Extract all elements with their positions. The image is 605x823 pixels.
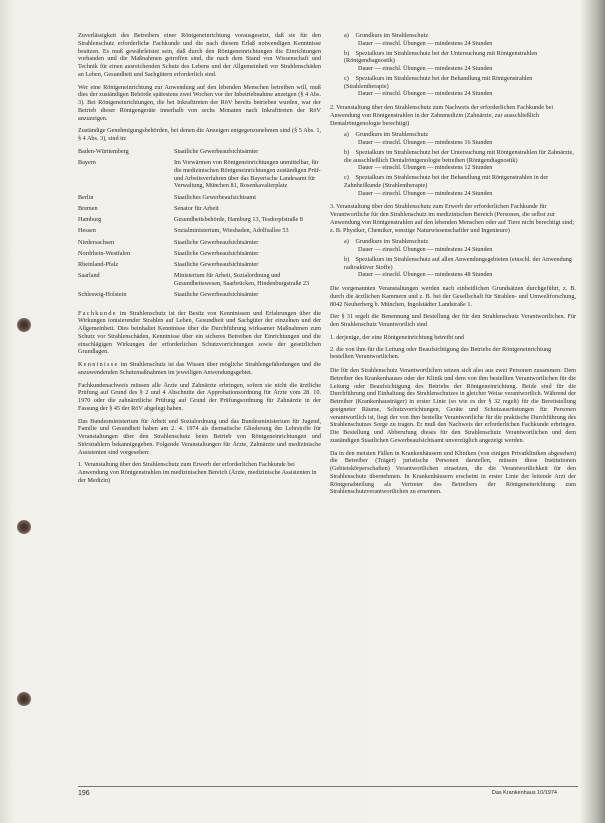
item-number: 2. [330,345,335,353]
item-text: Grundkurs im Strahlenschutz [355,238,429,246]
item-text: Spezialkurs im Strahlenschutz bei der Untersuchung mit Röntgenstrahlen (Röntgendiagnostik) [344,49,538,65]
item-duration: Dauer — einschl. Übungen — mindestens 24 Stunden [358,246,493,253]
item-text: Spezialkurs im Strahlenschutz auf allen Anwendungsgebieten (einschl. der Anwendung radioaktiver Stoffe) [344,255,572,271]
table-row [78,216,321,227]
punch-hole [17,692,31,706]
state-name: Hessen [78,227,96,235]
authority-name: Staatliche Gewerbeaufsichtsämter [174,238,259,246]
state-name: Berlin [78,193,94,201]
item-text: Spezialkurs im Strahlenschutz bei der Behandlung mit Röntgenstrahlen in der Zahnheilkunde (Strahlentherapie) [344,174,549,189]
table-row [78,291,321,302]
state-name: Rheinland-Pfalz [78,261,119,268]
state-name: Nordrhein-Westfalen [78,249,131,257]
item-number: 2. [330,104,335,111]
authority-name: Staatliche Gewerbeaufsichtsämter [174,261,259,268]
item-label: c) [344,74,349,82]
paragraph [78,382,321,413]
paragraph-text: im Strahlenschutz ist der Besitz von Kenntnissen und Erfahrungen über die Wirkungen ionisierender Strahlen auf Leben, Gesundheit und Sachgüter der einzelnen und der Allgemeinheit. Dies beinhaltet Kenntnisse über die Durchführung wirksamer Maßnahmen zum Schutz vor Strahlenschäden, Kenntnisse über ein sicheres Betreiben der Einrichtungen und die einschlägigen Wirkungen der erforderlichen Schutzvorrichtungen sowie der gesetzlichen Grundlagen. [78,309,321,356]
authority-name: Staatliche Gewerbeaufsichtsämter [174,249,259,257]
item-label: b) [344,148,350,156]
page-number: 196 [78,790,90,797]
item-label: b) [344,49,350,57]
paragraph-text: Fachkundenachweis müssen alle Ärzte und Zahnärzte erbringen, sofern sie nicht die ärztliche Prüfung auf Grund des § 2 und 4 Abschnitte der Approbationsordnung für Ärzte vom 28. 10. 1970 oder die zahnärztliche Prüfung auf Grund der Prüfungsordnung für Zahnärzte in der Fassung der § 45 der RöV abgelegt haben. [78,381,321,412]
item-duration: Dauer — einschl. Übungen — mindestens 24 Stunden [358,39,493,47]
table-row [78,205,321,216]
paragraph: Der § 31 regelt die Benennung und Bestellung der für den Strahlenschutz Verantwortlichen. Für den Strahlenschutz Verantwortlich sind [330,313,576,328]
state-name: Baden-Württemberg [78,147,129,155]
item-duration: Dauer — einschl. Übungen — mindestens 24 Stunden [358,189,493,197]
authority-name: Senator für Arbeit [174,204,219,212]
item-text: Grundkurs im Strahlenschutz [355,131,429,139]
authority-name: Staatliche Gewerbeaufsichtsämter [174,291,259,299]
table-row [78,148,321,159]
state-name: Hamburg [78,216,102,223]
item-duration: Dauer — einschl. Übungen — mindestens 16 Stunden [358,139,493,146]
table-row [78,272,321,291]
course-item [330,50,576,73]
item-text: derjenige, der eine Röntgeneinrichtung betreibt und [336,333,465,341]
item-label: b) [344,255,350,263]
item-text: Spezialkurs im Strahlenschutz bei der Untersuchung mit Röntgenstrahlen für Zahnärzte, die ausschließlich Dentalröntgenologie betreiben (Röntgendiagnostik) [344,148,574,164]
authority-name: Im Vorwärmen von Röntgeneinrichtungen unmittelbar, für die medizinischen Röntgeneinrichtungen zuständigen Prüf- und Arbeitsverfahren über das Bayerische Landesamt für Verwaltung, München 81, Rosenkavalierplatz [174,159,321,190]
table-row [78,159,321,194]
paragraph [78,310,321,357]
numbered-item [330,334,576,342]
left-column [78,32,321,489]
numbered-item [330,346,576,362]
course-item [330,174,576,197]
authorities-table [78,148,321,303]
item-duration: Dauer — einschl. Übungen — mindestens 24 Stunden [358,65,493,72]
authority-name: Ministerium für Arbeit, Sozialordnung und Gesundheitswesen, Saarbrücken, Hindenburgstraße 23 [174,272,310,287]
course-item [330,75,576,98]
authority-name: Sozialministerium, Wiesbaden, Adolfsallee 53 [174,227,289,235]
item-number: 1. [78,461,83,469]
punch-hole [17,318,31,332]
paragraph-text: im Strahlenschutz ist das Wissen über mögliche Strahlengefährdungen und die anzuwendenden Schutzmaßnahmen im jeweiligen Anwendungsgebiet. [78,361,321,376]
item-duration: Dauer — einschl. Übungen — mindestens 24 Stunden [358,90,493,98]
paragraph: Zuverlässigkeit des Betreibers einer Röntgeneinrichtung vorausgesetzt, daß sie für den Strahlenschutz erforderliche Fachkunde und die nach diesem Erlaß notwendigen Kenntnisse besitzen. Es muß gewährleistet sein, daß durch den Röntgeneinrichtungen die Einrichtungen vorhanden und die Maßnahmen getroffen sind, die nach dem Stand von Wissenschaft und Technik für einen ausreichenden Schutz des Lebens und der Allgemeinheit vor Strahlenschäden an Leben, Gesundheit und Sachgütern erforderlich sind. [78,32,321,78]
course-item [330,131,576,147]
table-row [78,194,321,205]
item-duration: Dauer — einschl. Übungen — mindestens 48 Stunden [358,271,493,279]
course-item [330,238,576,254]
footer-rule [78,786,578,787]
item-label: c) [344,174,349,181]
punch-hole [17,520,31,534]
item-duration: Dauer — einschl. Übungen — mindestens 12 Stunden [358,164,493,172]
course-item [330,32,576,48]
paragraph-text: Das Bundesministerium für Arbeit und Sozialordnung und das Bundesministerium für Jugend, Familie und Gesundheit haben am 2. 4. 1974 als thematische Gliederung der Lehrstoffe für Veranstaltungen über den Strahlenschutz beim Betrieb von Röntgeneinrichtungen und Störstrahlern bekanntgegeben. Folgende Veranstaltungen für Ärzte, Zahnärzte und medizinische Assistenten sind vorgesehen: [78,417,321,456]
paragraph: Die vorgenannten Veranstaltungen werden nach einheitlichen Grundsätzen durchgeführt, z. B. durch die ärztlichen Kammern und z. B. bei der Gesellschaft für Strahlen- und Umweltforschung, 8042 Neuherberg b. München, Ingolstädter Landstraße 1. [330,285,576,308]
term-lead: Fachkunde [78,309,117,317]
course-item [330,149,576,172]
item-text: Spezialkurs im Strahlenschutz bei der Behandlung mit Röntgenstrahlen (Strahlentherapie) [344,74,533,90]
table-row [78,261,321,272]
item-text: Veranstaltung über den Strahlenschutz zum Nachweis der erforderlichen Fachkunde bei Anwendung von Röntgenstrahlen in der Zahnmedizin (Zahnärzte, zur ausschließlich Dentalröntgenologie berechtigt) [330,104,554,127]
item-text: Grundkurs im Strahlenschutz [355,32,429,39]
item-text: die von ihm für die Leitung oder Beaufsichtigung des Betriebs der Röntgeneinrichtung bestellten Verantwortlichen. [330,345,552,361]
paragraph [78,418,321,457]
term-lead: Kenntnisse [78,361,119,368]
paragraph: Zuständige Genehmigungsbehörden, bei denen die Anzeigen entgegenzunehmen sind (§ 5 Abs. 1, § 4 Abs. 3), sind in: [78,127,321,142]
table-row [78,227,321,238]
state-name: Saarland [78,272,100,280]
journal-footer: Das Krankenhaus 10/1974 [491,790,557,796]
item-number: 3. [330,203,335,211]
item-label: a) [344,32,349,39]
numbered-item [78,461,321,484]
table-row [78,239,321,250]
item-text: Veranstaltung über den Strahlenschutz zum Erwerb der erforderlichen Fachkunde bei Anwendung von Röntgenstrahlen im medizinischen Bereich (Ärzte, medizinische Assistenten in der Medizin) [78,461,317,484]
state-name: Bremen [78,204,98,212]
item-number: 1. [330,333,335,341]
state-name: Niedersachsen [78,238,115,246]
paragraph: Die für den Strahlenschutz Verantwortlichen setzen sich also aus zwei Personen zusammen: Dem Betreiber des Krankenhauses oder der Klinik und dem von ihm bestellten Verantwortlichen für die Leitung oder Beaufsichtigung des Betriebs der Röntgeneinrichtung. Beide sind für die Durchführung und Einhaltung des Strahlenschutzes in gleicher Weise verantwortlich. Während der Betreiber (Krankenhausträger) in erster Linie (so wie es der § 32 regelt) für die Bereitstellung geeigneter Räume, Schutzvorrichtungen, Geräte und Schutzausrüstungen für Personen verantwortlich ist, liegt der von ihm bestellte Verantwortliche für die praktische Durchführung des Strahlenschutzes Sorge zu tragen. Er muß den Nachweis der erforderlichen Fachkunde erbringen. Die Bestellung und Abberufung dieses für den Strahlenschutz Verantwortlichen und dem zuständigen Staatlichen Gewerbeaufsichtsamt unverzüglich angezeigt werden. [330,367,576,444]
state-name: Schleswig-Holstein [78,291,127,299]
authority-name: Staatliche Gewerbeaufsichtsämter [174,147,259,155]
right-column [330,32,576,501]
item-label: a) [344,131,349,139]
item-text: Veranstaltung über den Strahlenschutz zum Erwerb der erforderlichen Fachkunde für Verantwortliche für den Strahlenschutz im medizinischen Bereich (Personen, die selbst zur Anwendung von Röntgenstrahlen auf den lebenden Menschen oder auf Tiere nicht berechtigt sind; z. B. Physiker, Chemiker, sonstige Naturwissenschaftler und Ingenieure) [330,203,575,234]
item-label: a) [344,238,349,246]
paragraph: Da in den meisten Fällen in Krankenhäusern und Kliniken (von einigen Privatkliniken abgesehen) die Betreiber (Träger) juristische Personen darstellen, müssen diese Institutionen (Gebietskörperschaften) Verantwortlichen einsetzen, die die Verantwortlichkeit für den Strahlenschutz übernehmen. In Krankenhäusern erscheint in erster Linie der leitende Arzt der Röntgenabteilung als Vertreter des Betreibers der Röntgeneinrichtung zum Strahlenschutzverantwortlichen zu ernennen. [330,449,576,496]
paragraph [78,361,321,377]
numbered-item [330,203,576,234]
authority-name: Staatliches Gewerbeaufsichtsamt [174,193,256,201]
table-row [78,250,321,261]
numbered-item [330,104,576,127]
state-name: Bayern [78,159,96,166]
paragraph: Wer eine Röntgeneinrichtung zur Anwendung auf den lebenden Menschen betreiben will, muß dies der zuständigen Behörde spätestens zwei Wochen vor der Inbetriebnahme anzeigen (§ 4 Abs. 3). Bei Röntgeneinrichtungen, die bei Inkrafttreten der RöV bereits betrieben wurden, war der Betrieb dieser Röntgengeräte innerhalb von sechs Monaten nach Inkrafttreten der RöV anzuzeigen. [78,83,321,122]
course-item [330,256,576,279]
authority-name: Gesundheitsbehörde, Hamburg 13, Tesdorpfstraße 8 [174,216,303,223]
